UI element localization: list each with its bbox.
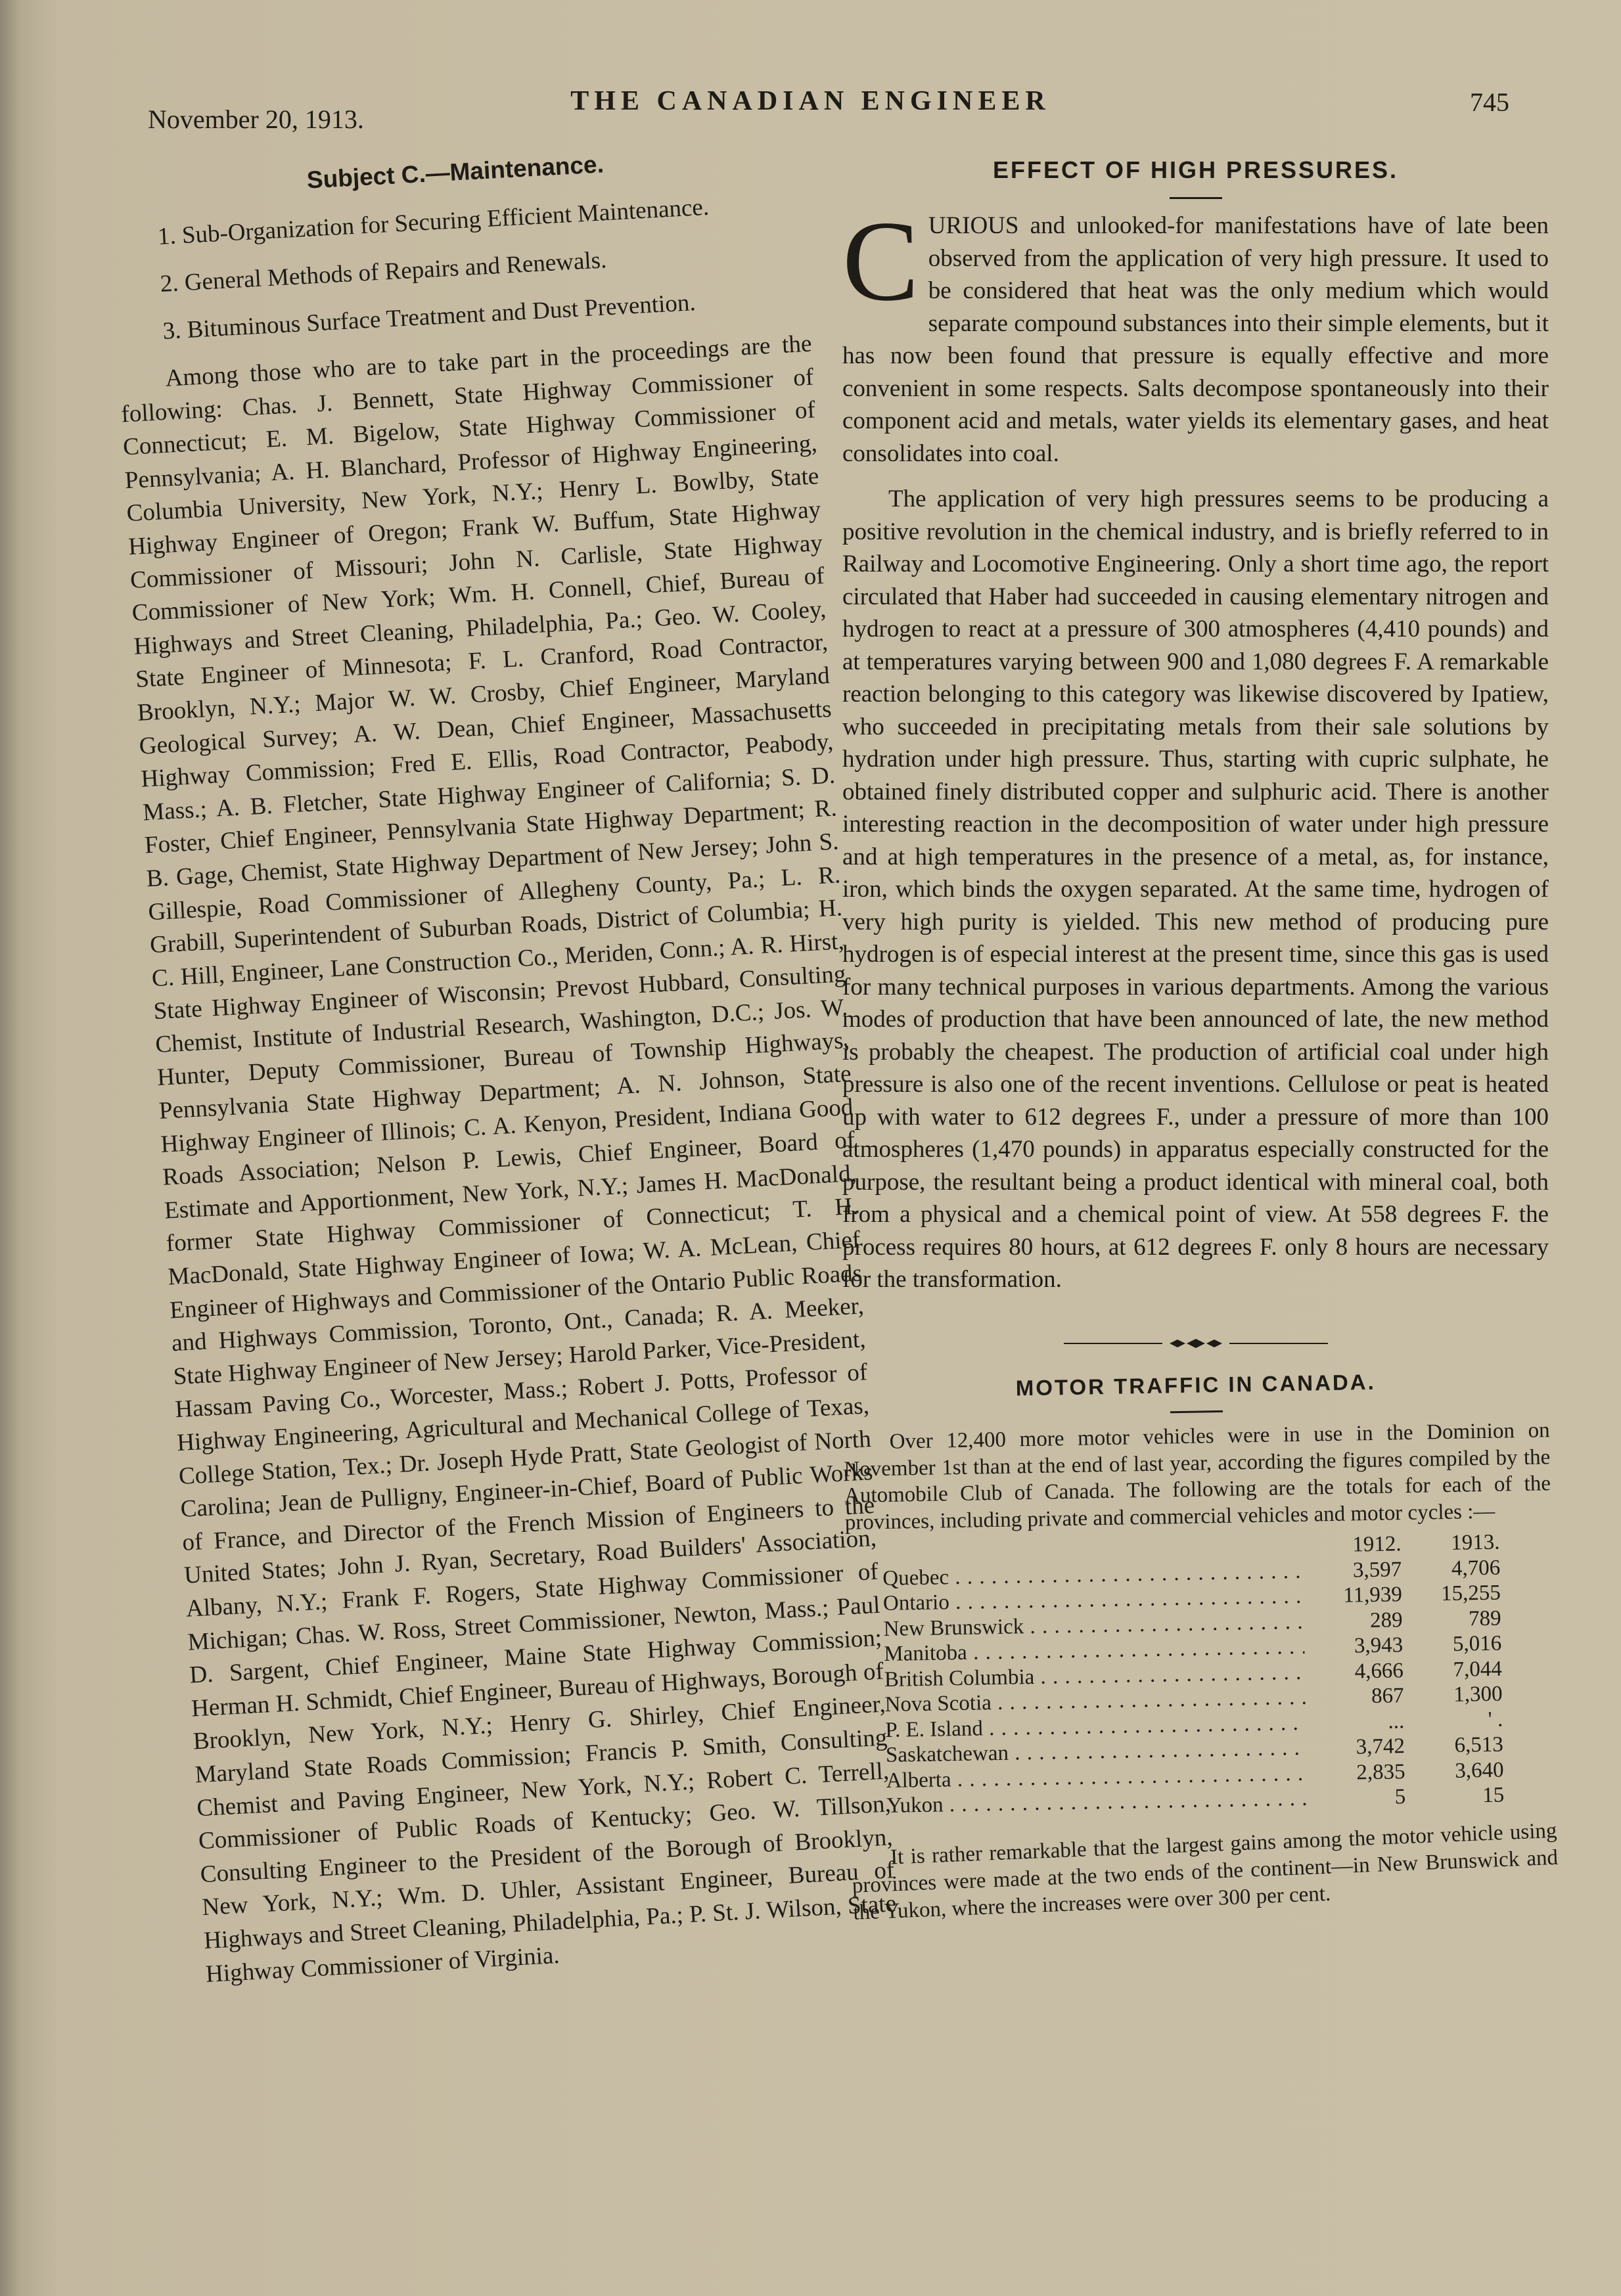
article-paragraph: The application of very high pressures seems to be producing a positive revolution in the chemical industry, and is briefly referred to in Railway and Locomotive Engineering. Only a short time ago, the report circulated that Haber had succeeded in causing elementary nitrogen and hydrogen to react at a pressure of 300 atmospheres (4,410 pounds) and at temperatures varying between 900 and 1,080 degrees F. A remarkable reaction belonging to this category was likewise discovered by Ipatiew, who succeeded in precipitating metals from their sale solutions by hydration under high pressure. Thus, starting with cupric sulphate, he obtained finely distributed copper and sulphuric acid. There is another interesting reaction in the decomposition of water under high pressure and at high temperatures in the presence of a metal, as, for instance, iron, which binds the oxygen separated. At the same time, hydrogen of very high purity is yielded. This new method of producing pure hydrogen is of especial interest at the present time, since this gas is used for many technical purposes in various departments. Among the various modes of production that have been announced of late, the new method is probably the cheapest. The production of artificial coal under high pressure is also one of the recent inventions. Cellulose or peat is heated up with water to 612 degrees F., under a pressure of more than 100 atmospheres (1,470 pounds) in apparatus especially constructed for the purpose, the resultant being a product identical with mineral coal, both from a physical and a chemical point of view. At 558 degrees F. the process requires 80 hours, at 612 degrees F. only 8 hours are necessary for the transformation. [842,485,1549,1293]
value-1912-cell: 3,597 [1352,1557,1402,1582]
value-1913-cell: 3,640 [1454,1757,1504,1782]
header-spacer [882,1552,1303,1559]
value-1913-cell: 7,044 [1453,1656,1503,1681]
right-column [842,156,1559,1926]
ornament-line [1064,1343,1162,1344]
province-cell: Saskatchewan . . . [886,1735,1307,1768]
value-1912-cell: ... [1388,1709,1405,1733]
value-1913-cell: 15,255 [1440,1581,1501,1606]
value-1913-cell: 15 [1482,1783,1505,1807]
journal-title: THE CANADIAN ENGINEER [570,86,1051,116]
value-1912-cell: 867 [1371,1683,1404,1708]
list-item: 2. General Methods of Repairs and Renewals. [159,246,608,298]
province-cell: Quebec . . . [882,1558,1304,1591]
value-1912-cell: 4,666 [1354,1658,1404,1683]
motor-traffic-section [842,1366,1558,1926]
value-1913-cell: 789 [1468,1606,1501,1631]
page-number: 745 [1470,87,1509,117]
value-1912-cell: 3,943 [1354,1632,1404,1657]
left-column [108,140,899,1991]
ornament-diamonds-icon [1166,1338,1225,1349]
value-1912-cell: 11,939 [1343,1582,1403,1608]
value-1912-cell: 5 [1394,1784,1406,1809]
column-header: 1913. [1450,1530,1500,1555]
value-1913-cell: 4,706 [1451,1555,1501,1580]
value-1913-cell: 1,300 [1453,1682,1503,1707]
article-title-high-pressures: EFFECT OF HIGH PRESSURES. [992,156,1399,183]
province-cell: British Columbia . . . [884,1659,1306,1692]
table-body [882,1554,1538,1818]
province-cell: Yukon . . . [886,1786,1308,1818]
page-header [0,84,1621,137]
title-rule [1170,1410,1222,1412]
province-cell: Ontario . . . [883,1583,1304,1616]
ornament-line [1229,1343,1328,1344]
value-1913-cell: 6,513 [1454,1732,1504,1757]
province-cell: Alberta . . . [886,1761,1307,1793]
province-cell: P. E. Island . . . [885,1710,1306,1743]
issue-date: November 20, 1913. [148,104,364,134]
article-paragraph [842,197,1549,470]
vehicle-totals-table [882,1529,1537,1818]
province-cell: New Brunswick . . . [883,1609,1304,1642]
province-cell: Manitoba . . . [884,1634,1305,1667]
value-1912-cell: 3,742 [1356,1734,1405,1759]
value-1912-cell: 2,835 [1356,1759,1405,1784]
subject-heading: Subject C.—Maintenance. [306,150,605,194]
section-ornament [842,1337,1549,1350]
article-intro: Over 12,400 more motor vehicles were in use in the Dominion on November 1st than at the end of last year, according the figures compiled by the Automobile Club of Canada. The following are the totals for each of the provinces, including private and commercial vehicles and motor cycles :— [844,1418,1551,1534]
value-1912-cell: 289 [1369,1608,1403,1632]
article-title-motor-traffic: MOTOR TRAFFIC IN CANADA. [1015,1369,1377,1400]
article-closing: It is rather remarkable that the largest gains among the motor vehicle using provinces were made at the two ends of the continent—in New Brunswick and the Yukon, where the increases were over 300 per cent. [852,1818,1559,1924]
participants-paragraph: Among those who are to take part in the proceedings are the following: Chas. J. Bennett, State Highway Commissioner of Connecticut; E. M. Bigelow, State Highway Commissioner of Pennsylvania; A. H. Blanchard, Professor of Highway Engineering, Columbia University, New York, N.Y.; Henry L. Bowlby, State Highway Engineer of Oregon; Frank W. Buffum, State Highway Commissioner of Missouri; John N. Carlisle, State Highway Commissioner of New York; Wm. H. Connell, Chief, Bureau of Highways and Street Cleaning, Philadelphia, Pa.; Geo. W. Cooley, State Engineer of Minnesota; F. L. Cranford, Road Contractor, Brooklyn, N.Y.; Major W. W. Crosby, Chief Engineer, Maryland Geological Survey; A. W. Dean, Chief Engineer, Massachusetts Highway Commission; Fred E. Ellis, Road Contractor, Peabody, Mass.; A. B. Fletcher, State Highway Engineer of California; S. D. Foster, Chief Engineer, Pennsylvania State Highway Department; R. B. Gage, Chemist, State Highway Department of New Jersey; John S. Gillespie, Road Commissioner of Allegheny County, Pa.; L. R. Grabill, Superintendent of Suburban Roads, District of Columbia; H. C. Hill, Engineer, Lane Construction Co., Meriden, Conn.; A. R. Hirst, State Highway Engineer of Wisconsin; Prevost Hubbard, Consulting Chemist, Institute of Industrial Research, Washington, D.C.; Jos. W. Hunter, Deputy Commissioner, Bureau of Township Highways, Pennsylvania State Highway Department; A. N. Johnson, State Highway Engineer of Illinois; C. A. Kenyon, President, Indiana Good Roads Association; Nelson P. Lewis, Chief Engineer, Board of Estimate and Apportionment, New York, N.Y.; James H. MacDonald, former State Highway Commissioner of Connecticut; T. H. MacDonald, State Highway Engineer of Iowa; W. A. McLean, Chief Engineer of Highways and Commissioner of the Ontario Public Roads and Highways Commission, Toronto, Ont., Canada; R. A. Meeker, State Highway Engineer of New Jersey; Harold Parker, Vice-President, Hassam Paving Co., Worcester, Mass.; Robert J. Potts, Professor of Highway Engineering, Agricultural and Mechanical College of Texas, College Station, Tex.; Dr. Joseph Hyde Pratt, State Geologist of North Carolina; Jean de Pulligny, Engineer-in-Chief, Board of Public Works of France, and Director of the French Mission of Engineers to the United States; John J. Ryan, Secretary, Road Builders' Association, Albany, N.Y.; Frank F. Rogers, State Highway Commissioner of Michigan; Chas. W. Ross, Street Commissioner, Newton, Mass.; Paul D. Sargent, Chief Engineer, Maine State Highway Commission; Herman H. Schmidt, Chief Engineer, Bureau of Highways, Borough of Brooklyn, New York, N.Y.; Henry G. Shirley, Chief Engineer, Maryland State Roads Commission; Francis P. Smith, Consulting Chemist and Paving Engineer, New York, N.Y.; Robert C. Terrell, Commissioner of Public Roads of Kentucky; Geo. W. Tillson, Consulting Engineer to the President of the Borough of Brooklyn, New York, N.Y.; Wm. D. Uhler, Assistant Engineer, Bureau of Highways and Street Cleaning, Philadelphia, Pa.; P. St. J. Wilson, State Highway Commissioner of Virginia. [120,330,897,1988]
list-item: 3. Bituminous Surface Treatment and Dust Prevention. [162,288,696,345]
value-1913-cell: ' . [1488,1707,1503,1731]
title-rule [1170,197,1222,199]
list-item: 1. Sub-Organization for Securing Efficient Maintenance. [156,193,710,251]
drop-cap: C [842,197,919,325]
value-1913-cell: 5,016 [1452,1631,1502,1656]
paragraph-text: URIOUS and unlooked-for manifestations have of late been observed from the application of very high pressure. It used to be considered that heat was the only medium which would separate compound substances into their simple elements, but it has now been found that pressure is equally effective and more convenient in some respects. Salts decompose spontaneously into their component acid and metals, water yields its elementary gases, and heat consolidates into coal. [842,212,1549,467]
province-cell: Nova Scotia . . . [884,1684,1306,1717]
column-header: 1912. [1352,1531,1402,1556]
